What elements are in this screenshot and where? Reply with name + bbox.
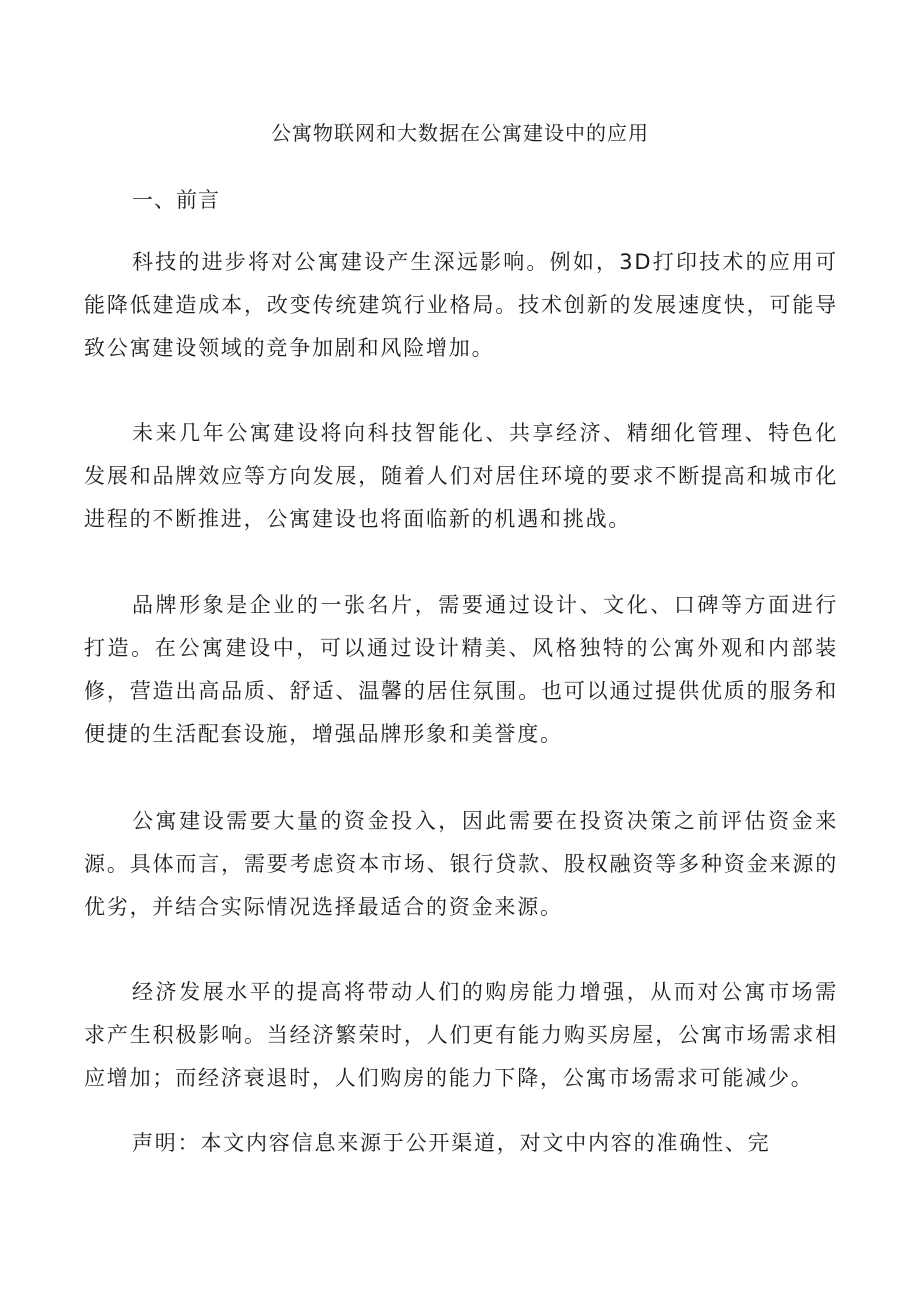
document-title: 公寓物联网和大数据在公寓建设中的应用 bbox=[271, 121, 649, 145]
paragraph: 公寓建设需要大量的资金投入，因此需要在投资决策之前评估资金来源。具体而言，需要考虑资本市场、银行贷款、股权融资等多种资金来源的优劣，并结合实际情况选择最适合的资金来源。 bbox=[84, 809, 838, 919]
disclaimer: 声明：本文内容信息来源于公开渠道，对文中内容的准确性、完 bbox=[132, 1131, 771, 1155]
paragraph: 品牌形象是企业的一张名片，需要通过设计、文化、口碑等方面进行打造。在公寓建设中，可以通过设计精美、风格独特的公寓外观和内部装修，营造出高品质、舒适、温馨的居住氛围。也可以通过提供优质的服务和便捷的生活配套设施，增强品牌形象和美誉度。 bbox=[84, 593, 838, 746]
paragraph: 科技的进步将对公寓建设产生深远影响。例如，3D打印技术的应用可能降低建造成本，改变传统建筑行业格局。技术创新的发展速度快，可能导致公寓建设领域的竞争加剧和风险增加。 bbox=[84, 250, 838, 360]
paragraph: 经济发展水平的提高将带动人们的购房能力增强，从而对公寓市场需求产生积极影响。当经济繁荣时，人们更有能力购买房屋，公寓市场需求相应增加；而经济衰退时，人们购房的能力下降，公寓市场需求可能减少。 bbox=[84, 980, 838, 1090]
paragraph: 未来几年公寓建设将向科技智能化、共享经济、精细化管理、特色化发展和品牌效应等方向发展，随着人们对居住环境的要求不断提高和城市化进程的不断推进，公寓建设也将面临新的机遇和挑战。 bbox=[84, 421, 838, 531]
section-heading: 一、前言 bbox=[132, 188, 220, 212]
